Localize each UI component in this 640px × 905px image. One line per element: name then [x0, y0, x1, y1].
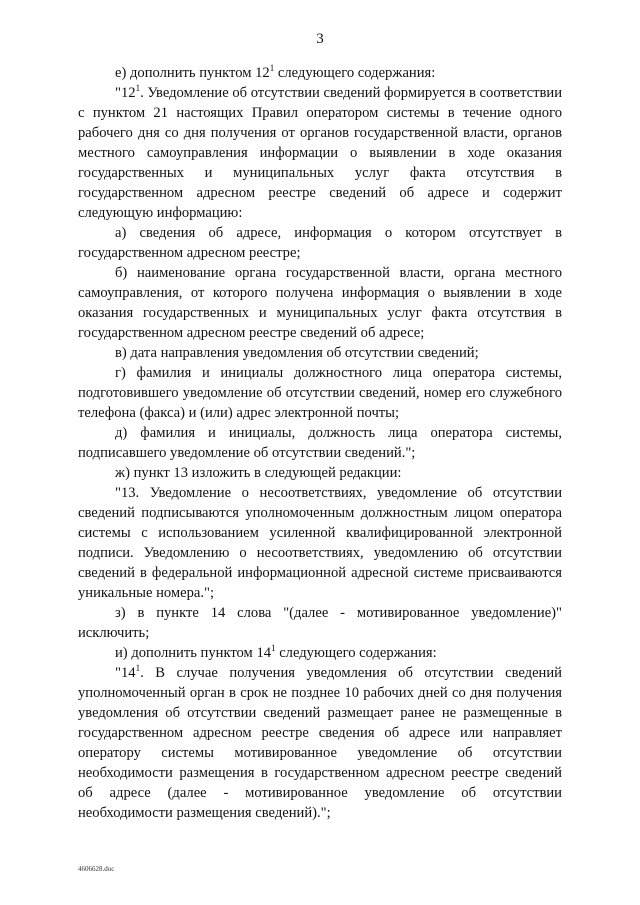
paragraph-14-1: "$14^1$. В случае получения уведомления об отсутствии сведений уполномоченный орган в срок не позднее 10 рабочих дней со дня получения уведомления об отсутствии сведений размещает ранее не размещенные в государственном адресном реестре сведения об адресе или направляет оператору системы мотивированное уведомление об отсутствии необходимости размещения в государственном адресном реестре сведений об адресе (далее - мотивированное уведомление об отсутствии необходимости размещения сведений)."; [78, 663, 562, 821]
paragraph-v: в) дата направления уведомления об отсутствии сведений; [115, 345, 479, 361]
paragraph-12-1: "$12^1$. Уведомление об отсутствии сведений формируется в соответствии с пунктом 21 настоящих Правил оператором системы в течение одного рабочего дня со дня получения от органов государственной власти, органов местного самоуправления информации о выявлении в ходе оказания государственных и муниципальных услуг факта отсутствия в государственном адресном реестре сведений об адресе и содержит следующую информацию: [78, 83, 563, 221]
paragraph-zh: ж) пункт 13 изложить в следующей редакции: [115, 465, 402, 481]
paragraph-z: з) в пункте 14 слова "(далее - мотивированное уведомление)" исключить; [78, 605, 562, 641]
footer-filename: 4606628.doc [78, 865, 115, 873]
paragraph-d: д) фамилия и инициалы, должность лица оператора системы, подписавшего уведомление об отсутствии сведений."; [78, 425, 562, 461]
document-body [78, 63, 562, 823]
paragraph-g: г) фамилия и инициалы должностного лица оператора системы, подготовившего уведомление об отсутствии сведений, номер его служебного телефона (факса) и (или) адрес электронной почты; [78, 365, 562, 421]
paragraph-13: "13. Уведомление о несоответствиях, уведомление об отсутствии сведений подписываются уполномоченным должностным лицом оператора системы с использованием усиленной квалифицированной электронной подписи. Уведомлению о несоответствиях, уведомлению об отсутствии сведений в федеральной информационной адресной системе присваиваются уникальные номера."; [78, 485, 562, 601]
paragraph-e: е) дополнить пунктом $12^1$ следующего содержания: [115, 63, 436, 81]
paragraph-i: и) дополнить пунктом $14^1$ следующего содержания: [115, 643, 437, 661]
paragraph-a: а) сведения об адресе, информация о котором отсутствует в государственном адресном реестре; [78, 225, 562, 261]
page-number: 3 [316, 31, 324, 47]
paragraph-b: б) наименование органа государственной власти, органа местного самоуправления, от которого получена информация о выявлении в ходе оказания государственных и муниципальных услуг факта отсутствия в государственном адресном реестре сведений об адресе; [78, 265, 562, 341]
